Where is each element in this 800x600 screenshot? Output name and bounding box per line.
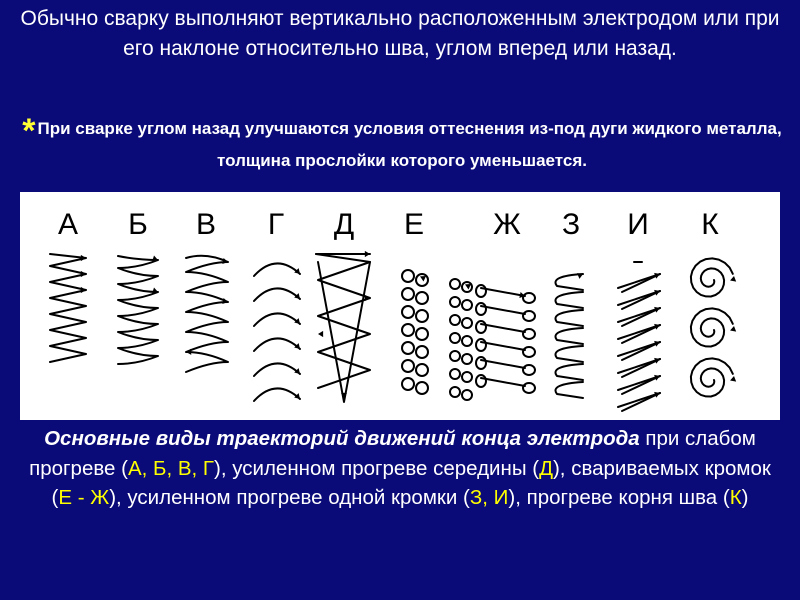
caption-part-3: ), свариваемых кромок ( xyxy=(51,456,771,509)
trajectory-diagram xyxy=(20,192,780,420)
trajectory-pattern-a xyxy=(50,254,86,362)
trajectory-pattern-e-alt xyxy=(450,279,472,400)
trajectory-figure xyxy=(20,192,780,420)
intro-text: Обычно сварку выполняют вертикально расположенным электродом или при его наклоне относительно шва, углом вперед или назад. xyxy=(20,7,780,60)
pattern-letter-v: В xyxy=(195,208,217,241)
caption-lead: Основные виды траекторий движений конца электрода xyxy=(44,427,640,450)
trajectory-pattern-i xyxy=(618,262,660,411)
caption-part-5: ), прогреве корня шва ( xyxy=(508,486,730,509)
caption-part-4: ), усиленном прогреве одной кромки ( xyxy=(109,486,470,509)
trajectory-pattern-z xyxy=(555,273,583,398)
trajectory-pattern-zh xyxy=(476,285,535,393)
caption-part-6: ) xyxy=(741,486,749,509)
trajectory-pattern-e xyxy=(402,270,428,394)
caption xyxy=(20,424,780,513)
caption-part-1: при слабом прогреве ( xyxy=(29,427,756,480)
trajectory-pattern-d xyxy=(316,251,370,402)
pattern-letter-i: И xyxy=(627,208,649,241)
pattern-letter-k: К xyxy=(701,208,719,241)
trajectory-pattern-g xyxy=(254,263,300,401)
trajectory-pattern-b xyxy=(118,256,158,364)
caption-part-2: ), усиленном прогреве середины ( xyxy=(214,456,540,480)
trajectory-pattern-v xyxy=(186,256,228,372)
pattern-letter-d: Д xyxy=(333,208,355,241)
caption-group-k: К xyxy=(729,486,742,509)
note-body: При сварке углом назад улучшаются условия оттеснения из-под дуги жидкого металла, толщина прослойки которого уменьшается. xyxy=(37,119,782,170)
caption-group-ezh: Е - Ж xyxy=(58,486,110,509)
pattern-letter-z: З xyxy=(561,208,581,241)
pattern-letter-e: Е xyxy=(403,208,425,241)
caption-group-zi: З, И xyxy=(469,486,509,509)
pattern-letter-zh: Ж xyxy=(493,208,521,241)
pattern-letter-g: Г xyxy=(267,208,285,241)
pattern-letter-a: А xyxy=(57,208,79,241)
pattern-letter-b: Б xyxy=(128,208,148,241)
note-text xyxy=(22,114,782,175)
caption-group-d: Д xyxy=(539,456,553,480)
caption-group-abvg: А, Б, В, Г xyxy=(127,456,215,480)
asterisk-marker: * xyxy=(22,112,36,150)
trajectory-pattern-k xyxy=(691,258,736,396)
